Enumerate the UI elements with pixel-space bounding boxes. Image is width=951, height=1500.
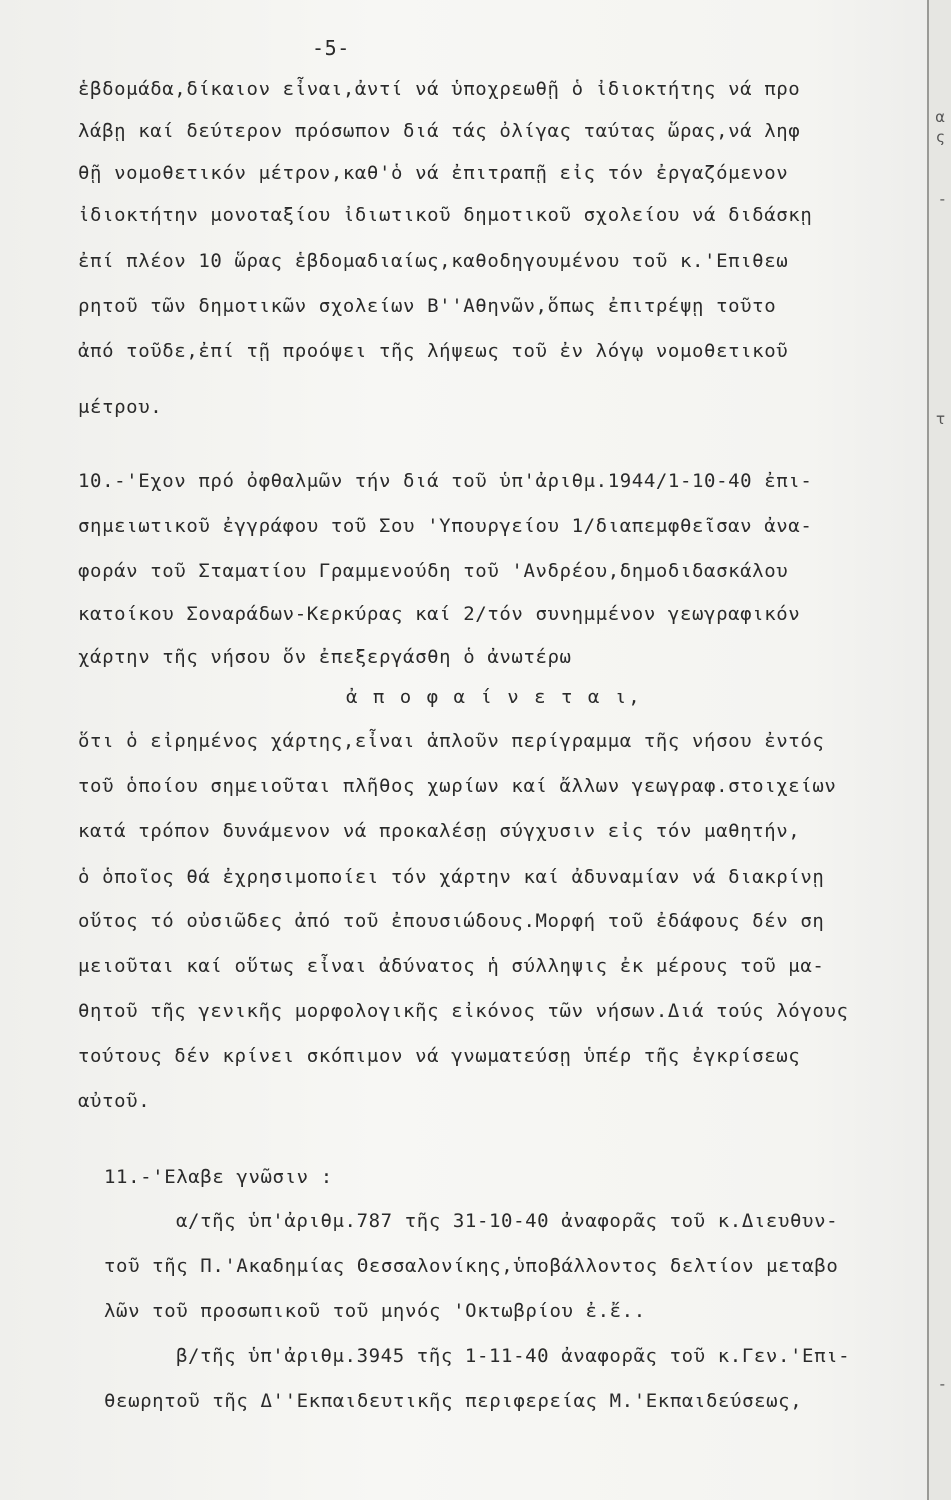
- edge-mark: -: [939, 190, 945, 208]
- text-line: β/τῆς ὑπ'ἀριθμ.3945 τῆς 1-11-40 ἀναφορᾶς τοῦ κ.Γεν.'Επι-: [176, 1345, 851, 1367]
- text-line: ἀπό τοῦδε,ἐπί τῇ προόψει τῆς λήψεως τοῦ ἐν λόγῳ νομοθετικοῦ: [78, 340, 789, 362]
- text-line: οὕτος τό οὐσιῶδες ἀπό τοῦ ἐπουσιώδους.Μορφή τοῦ ἐδάφους δέν ση: [78, 910, 825, 932]
- text-line: θῇ νομοθετικόν μέτρον,καθ'ὁ νά ἐπιτραπῇ εἰς τόν ἐργαζόμενον: [78, 162, 789, 184]
- text-line: αὐτοῦ.: [78, 1090, 151, 1112]
- text-line: κατοίκου Σοναράδων-Κερκύρας καί 2/τόν συνημμένον γεωγραφικόν: [78, 603, 801, 625]
- edge-mark: α: [935, 108, 945, 126]
- text-line: θητοῦ τῆς γενικῆς μορφολογικῆς εἰκόνος τῶν νήσων.Διά τούς λόγους: [78, 1000, 849, 1022]
- text-line: ἑβδομάδα,δίκαιον εἶναι,ἀντί νά ὑποχρεωθῇ ὁ ἰδιοκτήτης νά προ: [78, 78, 801, 100]
- decision-heading: ἀ π ο φ α ί ν ε τ α ι,: [346, 686, 642, 708]
- page-number: -5-: [312, 36, 350, 60]
- text-line: μειοῦται καί οὕτως εἶναι ἀδύνατος ἡ σύλληψις ἐκ μέρους τοῦ μα-: [78, 955, 825, 977]
- text-line: ὅτι ὁ εἰρημένος χάρτης,εἶναι ἁπλοῦν περίγραμμα τῆς νήσου ἐντός: [78, 730, 825, 752]
- text-line: κατά τρόπον δυνάμενον νά προκαλέσῃ σύγχυσιν εἰς τόν μαθητήν,: [78, 820, 801, 842]
- text-line: ρητοῦ τῶν δημοτικῶν σχολείων Β''Αθηνῶν,ὅπως ἐπιτρέψῃ τοῦτο: [78, 295, 777, 317]
- text-line: μέτρου.: [78, 396, 163, 418]
- text-line: χάρτην τῆς νήσου ὅν ἐπεξεργάσθη ὁ ἀνωτέρω: [78, 646, 572, 668]
- text-line: ἰδιοκτήτην μονοταξίου ἰδιωτικοῦ δημοτικοῦ σχολείου νά διδάσκῃ: [78, 204, 813, 226]
- text-line: λάβῃ καί δεύτερον πρόσωπον διά τάς ὀλίγας ταύτας ὥρας,νά ληφ: [78, 120, 801, 142]
- text-line: 11.-'Ελαβε γνῶσιν :: [104, 1166, 333, 1188]
- text-line: σημειωτικοῦ ἐγγράφου τοῦ Σου 'Υπουργείου 1/διαπεμφθεῖσαν ἀνα-: [78, 515, 813, 537]
- text-line: τοῦ τῆς Π.'Ακαδημίας Θεσσαλονίκης,ὑποβάλλοντος δελτίον μεταβο: [104, 1255, 839, 1277]
- edge-mark: ς: [936, 128, 945, 146]
- page-binding-edge: [927, 0, 951, 1500]
- text-line: 10.-'Εχον πρό ὀφθαλμῶν τήν διά τοῦ ὑπ'ἀριθμ.1944/1-10-40 ἐπι-: [78, 470, 813, 492]
- text-line: τούτους δέν κρίνει σκόπιμον νά γνωματεύσῃ ὑπέρ τῆς ἐγκρίσεως: [78, 1045, 801, 1067]
- text-line: τοῦ ὁποίου σημειοῦται πλῆθος χωρίων καί ἄλλων γεωγραφ.στοιχείων: [78, 775, 837, 797]
- text-line: ὁ ὁποῖος θά ἐχρησιμοποίει τόν χάρτην καί ἀδυναμίαν νά διακρίνῃ: [78, 866, 825, 888]
- text-line: θεωρητοῦ τῆς Δ''Εκπαιδευτικῆς περιφερείας Μ.'Εκπαιδεύσεως,: [104, 1390, 803, 1412]
- edge-mark: -: [939, 1375, 945, 1393]
- text-line: λῶν τοῦ προσωπικοῦ τοῦ μηνός 'Οκτωβρίου ἐ.ἔ..: [104, 1300, 646, 1322]
- text-line: α/τῆς ὑπ'ἀριθμ.787 τῆς 31-10-40 ἀναφορᾶς τοῦ κ.Διευθυν-: [176, 1210, 839, 1232]
- edge-mark: τ: [935, 410, 945, 428]
- text-line: φοράν τοῦ Σταματίου Γραμμενούδη τοῦ 'Ανδρέου,δημοδιδασκάλου: [78, 560, 789, 582]
- text-line: ἐπί πλέον 10 ὥρας ἑβδομαδιαίως,καθοδηγουμένου τοῦ κ.'Επιθεω: [78, 250, 789, 272]
